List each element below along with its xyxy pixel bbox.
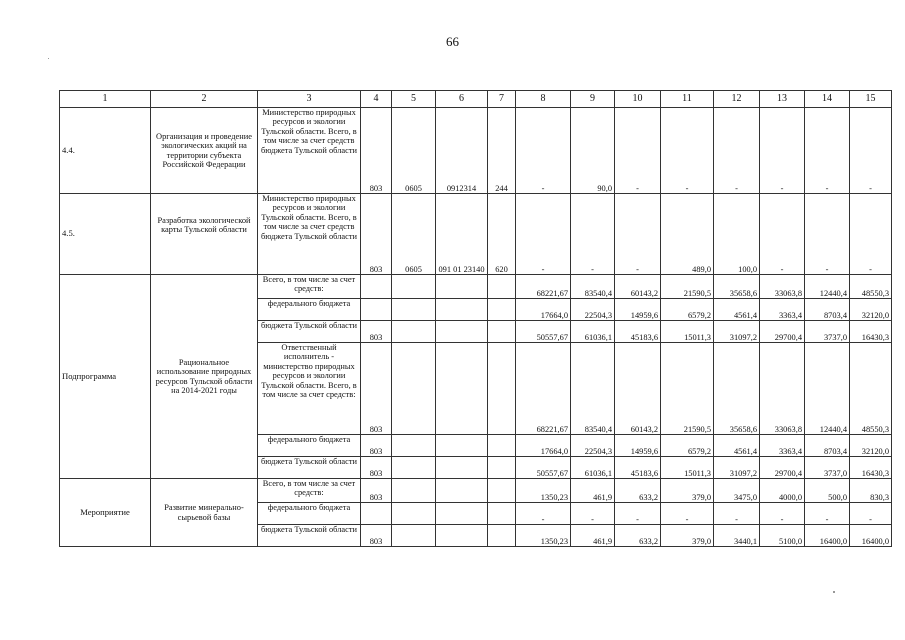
code-cell [488, 321, 516, 343]
value-cell: 16400,0 [850, 525, 892, 547]
value-cell: 16400,0 [805, 525, 850, 547]
value-cell: 3737,0 [805, 321, 850, 343]
value-cell: 830,3 [850, 479, 892, 503]
item-name: Рациональное использование природных ресурсов Тульской области на 2014-2021 годы [151, 275, 258, 479]
code-cell [488, 457, 516, 479]
value-cell: - [805, 108, 850, 194]
code-cell: 803 [361, 457, 392, 479]
code-cell [488, 343, 516, 435]
value-cell: 461,9 [571, 525, 615, 547]
value-cell: - [516, 108, 571, 194]
value-cell: 4561,4 [714, 299, 760, 321]
value-cell: 83540,4 [571, 275, 615, 299]
funding-source: федерального бюджета [258, 503, 361, 525]
value-cell: 8703,4 [805, 299, 850, 321]
funding-source: бюджета Тульской области [258, 457, 361, 479]
value-cell: 48550,3 [850, 343, 892, 435]
value-cell: 22504,3 [571, 299, 615, 321]
value-cell: 29700,4 [760, 457, 805, 479]
code-cell [488, 435, 516, 457]
code-cell [361, 503, 392, 525]
value-cell: 16430,3 [850, 321, 892, 343]
value-cell: 50557,67 [516, 321, 571, 343]
code-cell: 803 [361, 321, 392, 343]
value-cell: 61036,1 [571, 321, 615, 343]
header-cell: 3 [258, 91, 361, 108]
value-cell: - [516, 194, 571, 275]
value-cell: - [571, 503, 615, 525]
value-cell: 61036,1 [571, 457, 615, 479]
value-cell: 3363,4 [760, 435, 805, 457]
table-row-subprogram-total [60, 275, 892, 299]
value-cell: 379,0 [661, 479, 714, 503]
value-cell: 633,2 [615, 525, 661, 547]
value-cell: 15011,3 [661, 457, 714, 479]
code-cell [436, 435, 488, 457]
code-cell: 803 [361, 343, 392, 435]
value-cell: 45183,6 [615, 457, 661, 479]
value-cell: 31097,2 [714, 321, 760, 343]
header-cell: 11 [661, 91, 714, 108]
code-cell: 0912314 [436, 108, 488, 194]
value-cell: - [850, 503, 892, 525]
value-cell: 3475,0 [714, 479, 760, 503]
value-cell: - [661, 108, 714, 194]
value-cell: 8703,4 [805, 435, 850, 457]
item-number: 4.4. [60, 108, 151, 194]
value-cell: 68221,67 [516, 275, 571, 299]
value-cell: 6579,2 [661, 299, 714, 321]
value-cell: - [850, 194, 892, 275]
funding-source: Ответственный исполнитель - министерство природных ресурсов и экологии Тульской области. Всего, в том числе за счет средств: [258, 343, 361, 435]
code-cell [392, 503, 436, 525]
code-cell [488, 479, 516, 503]
value-cell: 1350,23 [516, 525, 571, 547]
value-cell: 32120,0 [850, 435, 892, 457]
budget-table [59, 90, 892, 547]
value-cell: 35658,6 [714, 343, 760, 435]
code-cell [436, 343, 488, 435]
code-cell [488, 275, 516, 299]
code-cell: 244 [488, 108, 516, 194]
code-cell: 0605 [392, 194, 436, 275]
item-name: Разработка экологической карты Тульской области [151, 194, 258, 275]
item-number: Подпрограмма [60, 275, 151, 479]
value-cell: 489,0 [661, 194, 714, 275]
value-cell: - [615, 194, 661, 275]
header-row [60, 91, 892, 108]
value-cell: 6579,2 [661, 435, 714, 457]
value-cell: 3440,1 [714, 525, 760, 547]
value-cell: 3363,4 [760, 299, 805, 321]
value-cell: 21590,5 [661, 275, 714, 299]
value-cell: - [850, 108, 892, 194]
value-cell: 5100,0 [760, 525, 805, 547]
header-cell: 7 [488, 91, 516, 108]
code-cell [436, 457, 488, 479]
code-cell [392, 435, 436, 457]
value-cell: 31097,2 [714, 457, 760, 479]
code-cell [436, 525, 488, 547]
value-cell: - [714, 108, 760, 194]
header-cell: 13 [760, 91, 805, 108]
code-cell [436, 479, 488, 503]
code-cell [436, 321, 488, 343]
header-cell: 12 [714, 91, 760, 108]
code-cell: 803 [361, 194, 392, 275]
item-name: Организация и проведение экологических акций на территории субъекта Российской Федерации [151, 108, 258, 194]
value-cell: - [805, 194, 850, 275]
code-cell: 803 [361, 525, 392, 547]
value-cell: - [760, 194, 805, 275]
code-cell: 803 [361, 435, 392, 457]
value-cell: 15011,3 [661, 321, 714, 343]
value-cell: 60143,2 [615, 343, 661, 435]
code-cell [392, 479, 436, 503]
value-cell: 33063,8 [760, 275, 805, 299]
item-number: Мероприятие [60, 479, 151, 547]
funding-source: Министерство природных ресурсов и экологии Тульской области. Всего, в том числе за счет средств бюджета Тульской области [258, 108, 361, 194]
header-cell: 2 [151, 91, 258, 108]
value-cell: 83540,4 [571, 343, 615, 435]
value-cell: - [805, 503, 850, 525]
header-cell: 10 [615, 91, 661, 108]
header-cell: 8 [516, 91, 571, 108]
value-cell: - [661, 503, 714, 525]
value-cell: - [760, 108, 805, 194]
value-cell: 21590,5 [661, 343, 714, 435]
code-cell [436, 299, 488, 321]
header-cell: 15 [850, 91, 892, 108]
value-cell: 3737,0 [805, 457, 850, 479]
code-cell [392, 457, 436, 479]
value-cell: - [516, 503, 571, 525]
value-cell: 60143,2 [615, 275, 661, 299]
value-cell: 45183,6 [615, 321, 661, 343]
value-cell: 35658,6 [714, 275, 760, 299]
code-cell [436, 503, 488, 525]
funding-source: Всего, в том числе за счет средств: [258, 479, 361, 503]
code-cell [436, 275, 488, 299]
header-cell: 5 [392, 91, 436, 108]
value-cell: 633,2 [615, 479, 661, 503]
funding-source: Министерство природных ресурсов и экологии Тульской области. Всего, в том числе за счет средств бюджета Тульской области [258, 194, 361, 275]
value-cell: - [760, 503, 805, 525]
value-cell: 90,0 [571, 108, 615, 194]
code-cell [488, 299, 516, 321]
value-cell: 33063,8 [760, 343, 805, 435]
code-cell: 620 [488, 194, 516, 275]
value-cell: 29700,4 [760, 321, 805, 343]
header-cell: 1 [60, 91, 151, 108]
code-cell: 803 [361, 108, 392, 194]
code-cell [361, 275, 392, 299]
value-cell: 12440,4 [805, 275, 850, 299]
value-cell: 17664,0 [516, 435, 571, 457]
table-row-4-4 [60, 108, 892, 194]
funding-source: Всего, в том числе за счет средств: [258, 275, 361, 299]
code-cell [361, 299, 392, 321]
funding-source: бюджета Тульской области [258, 321, 361, 343]
value-cell: 461,9 [571, 479, 615, 503]
code-cell: 803 [361, 479, 392, 503]
value-cell: 500,0 [805, 479, 850, 503]
value-cell: 48550,3 [850, 275, 892, 299]
scan-speck [48, 58, 49, 59]
value-cell: 12440,4 [805, 343, 850, 435]
code-cell: 0605 [392, 108, 436, 194]
funding-source: бюджета Тульской области [258, 525, 361, 547]
funding-source: федерального бюджета [258, 299, 361, 321]
code-cell [392, 525, 436, 547]
table-row-4-5 [60, 194, 892, 275]
header-cell: 14 [805, 91, 850, 108]
code-cell [392, 321, 436, 343]
value-cell: 379,0 [661, 525, 714, 547]
value-cell: 1350,23 [516, 479, 571, 503]
value-cell: - [615, 503, 661, 525]
value-cell: - [571, 194, 615, 275]
scan-speck [833, 591, 835, 593]
value-cell: 32120,0 [850, 299, 892, 321]
header-cell: 4 [361, 91, 392, 108]
code-cell [488, 503, 516, 525]
table-row-event-total [60, 479, 892, 503]
value-cell: 14959,6 [615, 435, 661, 457]
page-number: 66 [446, 34, 459, 49]
value-cell: 16430,3 [850, 457, 892, 479]
item-name: Развитие минерально-сырьевой базы [151, 479, 258, 547]
code-cell [392, 343, 436, 435]
value-cell: 17664,0 [516, 299, 571, 321]
header-cell: 9 [571, 91, 615, 108]
funding-source: федерального бюджета [258, 435, 361, 457]
value-cell: - [714, 503, 760, 525]
code-cell [392, 275, 436, 299]
item-number: 4.5. [60, 194, 151, 275]
value-cell: 4000,0 [760, 479, 805, 503]
value-cell: 50557,67 [516, 457, 571, 479]
code-cell: 091 01 23140 [436, 194, 488, 275]
header-cell: 6 [436, 91, 488, 108]
value-cell: - [615, 108, 661, 194]
value-cell: 22504,3 [571, 435, 615, 457]
value-cell: 4561,4 [714, 435, 760, 457]
value-cell: 100,0 [714, 194, 760, 275]
code-cell [392, 299, 436, 321]
code-cell [488, 525, 516, 547]
value-cell: 14959,6 [615, 299, 661, 321]
value-cell: 68221,67 [516, 343, 571, 435]
